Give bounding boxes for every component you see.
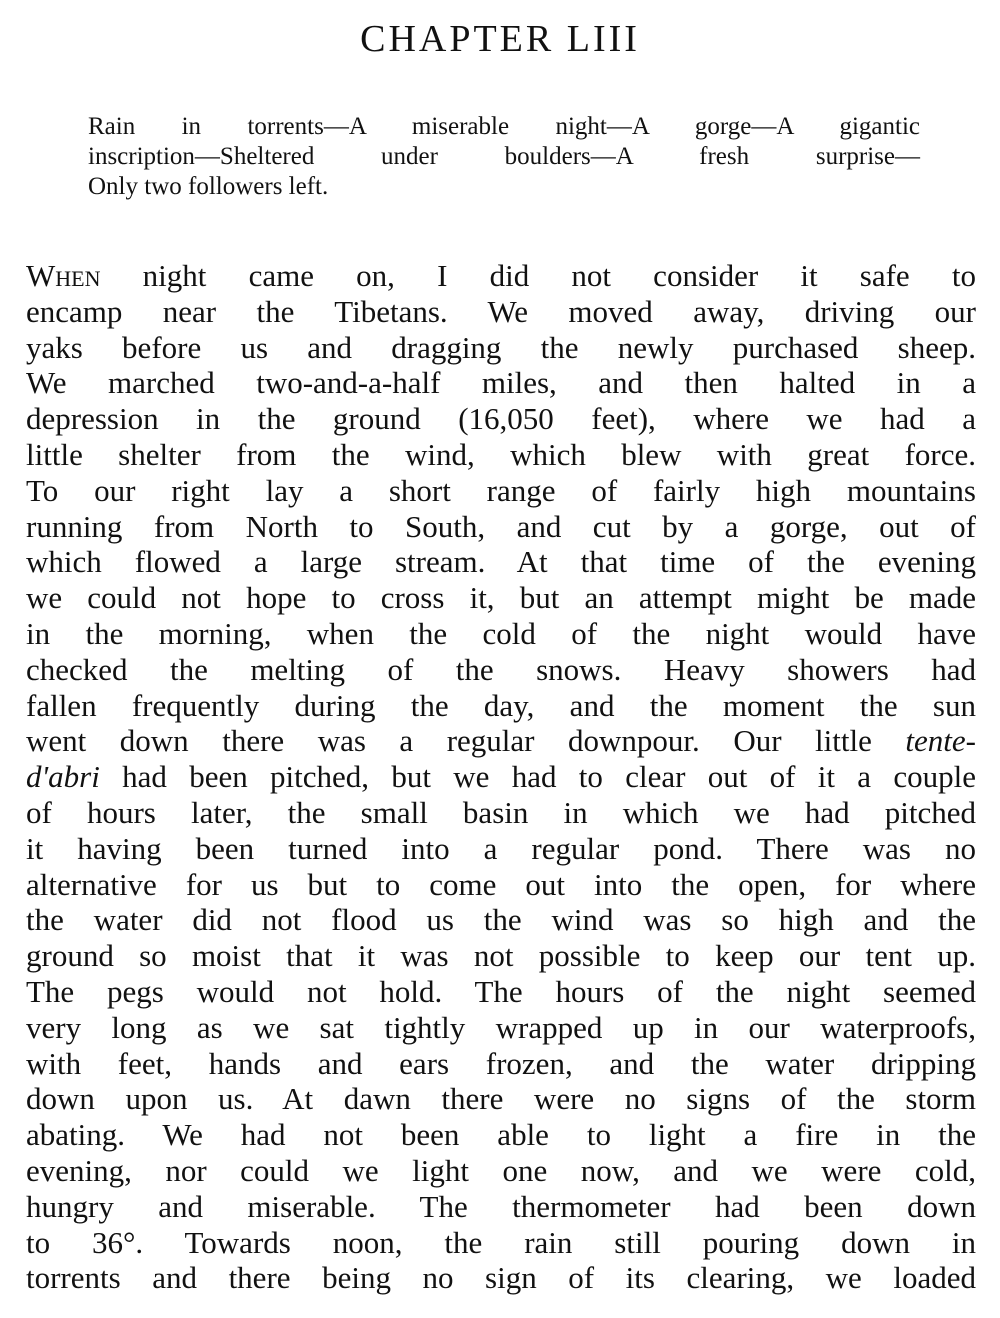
- italic-term: d'abri: [26, 759, 100, 795]
- opening-word: When: [26, 258, 101, 293]
- body-line: To our right lay a short range of fairly high mountains: [26, 472, 976, 508]
- body-line: with feet, hands and ears frozen, and the water dripping: [26, 1045, 976, 1081]
- body-line: little shelter from the wind, which blew with great force.: [26, 436, 976, 472]
- body-line: we could not hope to cross it, but an attempt might be made: [26, 580, 976, 616]
- chapter-title: CHAPTER LIII: [360, 18, 640, 60]
- body-line: alternative for us but to come out into the open, for where: [26, 866, 976, 902]
- summary-line: inscription—Sheltered under boulders—A fresh surprise—: [88, 143, 920, 170]
- body-line: the water did not flood us the wind was so high and the: [26, 902, 976, 938]
- body-line: fallen frequently during the day, and the moment the sun: [26, 687, 976, 723]
- body-line: hungry and miserable. The thermometer had been down: [26, 1188, 976, 1224]
- chapter-summary: [88, 112, 920, 202]
- body-line: of hours later, the small basin in which we had pitched: [26, 794, 976, 830]
- summary-line: Only two followers left.: [88, 173, 329, 200]
- body-line: encamp near the Tibetans. We moved away, driving our: [26, 293, 976, 329]
- body-line: [26, 258, 976, 294]
- body-line: running from North to South, and cut by a gorge, out of: [26, 508, 976, 544]
- body-line-text: went down there was a regular downpour. Our little: [26, 723, 872, 759]
- body-line-text: had been pitched, but we had to clear out of it a couple: [122, 759, 977, 795]
- body-line: checked the melting of the snows. Heavy showers had: [26, 651, 976, 687]
- body-line: very long as we sat tightly wrapped up in our waterproofs,: [26, 1009, 976, 1045]
- body-line: it having been turned into a regular pond. There was no: [26, 830, 976, 866]
- body-line: which flowed a large stream. At that time of the evening: [26, 544, 976, 580]
- summary-line: Rain in torrents—A miserable night—A gorge—A gigantic: [88, 113, 920, 140]
- body-line: [26, 759, 976, 795]
- italic-term: tente-: [905, 723, 976, 759]
- body-line: ground so moist that it was not possible to keep our tent up.: [26, 938, 976, 974]
- body-line: down upon us. At dawn there were no signs of the storm: [26, 1081, 976, 1117]
- body-line: The pegs would not hold. The hours of the night seemed: [26, 973, 976, 1009]
- body-line: to 36°. Towards noon, the rain still pouring down in: [26, 1224, 976, 1260]
- body-line: torrents and there being no sign of its clearing, we loaded: [26, 1260, 976, 1296]
- body-line: in the morning, when the cold of the night would have: [26, 615, 976, 651]
- body-line: abating. We had not been able to light a fire in the: [26, 1117, 976, 1153]
- body-line: depression in the ground (16,050 feet), where we had a: [26, 401, 976, 437]
- chapter-body: [26, 258, 976, 1296]
- body-line-text: night came on, I did not consider it safe to: [100, 258, 976, 293]
- body-line: We marched two-and-a-half miles, and then halted in a: [26, 365, 976, 401]
- body-line: [26, 723, 976, 759]
- body-line: yaks before us and dragging the newly purchased sheep.: [26, 329, 976, 365]
- body-line: evening, nor could we light one now, and we were cold,: [26, 1152, 976, 1188]
